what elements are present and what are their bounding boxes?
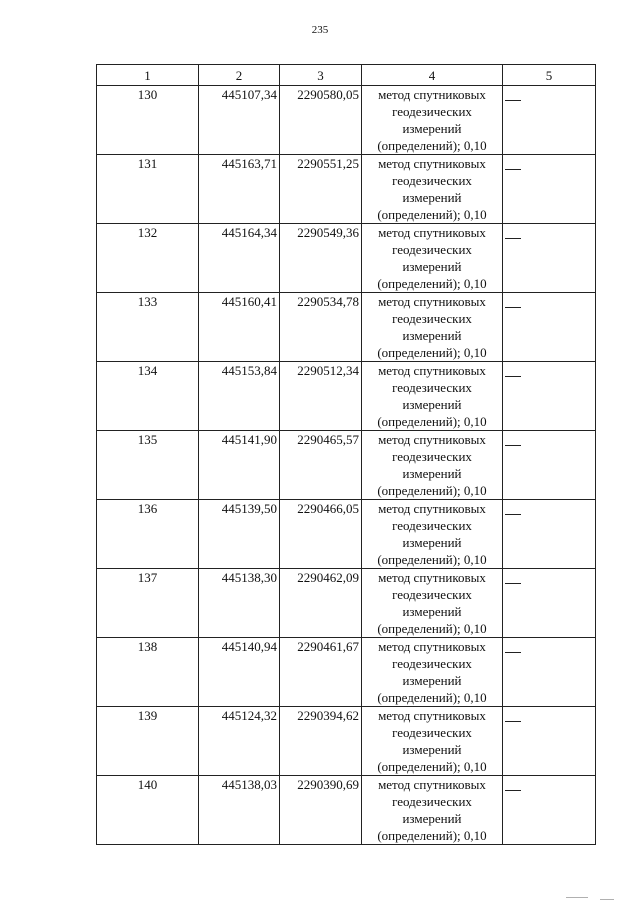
column-header-5: 5 bbox=[503, 65, 596, 86]
dash-mark bbox=[505, 790, 521, 791]
method-cell bbox=[362, 707, 503, 776]
method-cell bbox=[362, 776, 503, 845]
method-text-line: метод спутниковых bbox=[378, 570, 486, 585]
y-coordinate-cell: 2290549,36 bbox=[280, 224, 362, 293]
x-coordinate-cell: 445107,34 bbox=[199, 86, 280, 155]
x-coordinate-cell: 445164,34 bbox=[199, 224, 280, 293]
method-text-line: геодезических bbox=[392, 380, 472, 395]
table-row bbox=[97, 362, 596, 431]
header-row bbox=[97, 65, 596, 86]
table-row bbox=[97, 569, 596, 638]
method-text-line: геодезических bbox=[392, 725, 472, 740]
dash-mark bbox=[505, 721, 521, 722]
note-cell bbox=[503, 362, 596, 431]
method-cell bbox=[362, 431, 503, 500]
method-text-line: измерений bbox=[402, 811, 462, 826]
point-number-cell: 140 bbox=[97, 776, 199, 845]
method-text-line: измерений bbox=[402, 190, 462, 205]
note-cell bbox=[503, 224, 596, 293]
table-row bbox=[97, 155, 596, 224]
x-coordinate-cell: 445141,90 bbox=[199, 431, 280, 500]
column-header-4: 4 bbox=[362, 65, 503, 86]
dash-mark bbox=[505, 100, 521, 101]
y-coordinate-cell: 2290512,34 bbox=[280, 362, 362, 431]
dash-mark bbox=[505, 445, 521, 446]
method-text-line: (определений); 0,10 bbox=[377, 483, 487, 498]
method-cell bbox=[362, 569, 503, 638]
column-header-3: 3 bbox=[280, 65, 362, 86]
note-cell bbox=[503, 155, 596, 224]
dash-mark bbox=[505, 652, 521, 653]
method-text-line: метод спутниковых bbox=[378, 363, 486, 378]
y-coordinate-cell: 2290461,67 bbox=[280, 638, 362, 707]
method-text-line: метод спутниковых bbox=[378, 294, 486, 309]
method-text-line: измерений bbox=[402, 604, 462, 619]
method-text-line: измерений bbox=[402, 397, 462, 412]
x-coordinate-cell: 445160,41 bbox=[199, 293, 280, 362]
scan-artifact bbox=[566, 897, 588, 898]
method-text-line: метод спутниковых bbox=[378, 225, 486, 240]
table-body bbox=[97, 86, 596, 845]
y-coordinate-cell: 2290580,05 bbox=[280, 86, 362, 155]
note-cell bbox=[503, 569, 596, 638]
x-coordinate-cell: 445140,94 bbox=[199, 638, 280, 707]
x-coordinate-cell: 445138,30 bbox=[199, 569, 280, 638]
method-text-line: метод спутниковых bbox=[378, 639, 486, 654]
table-header bbox=[97, 65, 596, 86]
table-row bbox=[97, 86, 596, 155]
method-text-line: (определений); 0,10 bbox=[377, 414, 487, 429]
point-number-cell: 133 bbox=[97, 293, 199, 362]
point-number-cell: 139 bbox=[97, 707, 199, 776]
method-text-line: геодезических bbox=[392, 311, 472, 326]
point-number-cell: 134 bbox=[97, 362, 199, 431]
y-coordinate-cell: 2290465,57 bbox=[280, 431, 362, 500]
coordinates-table bbox=[96, 64, 596, 845]
x-coordinate-cell: 445138,03 bbox=[199, 776, 280, 845]
point-number-cell: 132 bbox=[97, 224, 199, 293]
method-text-line: (определений); 0,10 bbox=[377, 276, 487, 291]
method-text-line: (определений); 0,10 bbox=[377, 552, 487, 567]
note-cell bbox=[503, 638, 596, 707]
note-cell bbox=[503, 431, 596, 500]
y-coordinate-cell: 2290394,62 bbox=[280, 707, 362, 776]
point-number-cell: 137 bbox=[97, 569, 199, 638]
table-row bbox=[97, 293, 596, 362]
x-coordinate-cell: 445124,32 bbox=[199, 707, 280, 776]
method-text-line: геодезических bbox=[392, 173, 472, 188]
point-number-cell: 131 bbox=[97, 155, 199, 224]
method-text-line: геодезических bbox=[392, 518, 472, 533]
method-text-line: метод спутниковых bbox=[378, 708, 486, 723]
column-header-1: 1 bbox=[97, 65, 199, 86]
table-row bbox=[97, 776, 596, 845]
page-number: 235 bbox=[311, 24, 329, 36]
method-text-line: (определений); 0,10 bbox=[377, 690, 487, 705]
method-text-line: геодезических bbox=[392, 242, 472, 257]
method-text-line: (определений); 0,10 bbox=[377, 828, 487, 843]
dash-mark bbox=[505, 169, 521, 170]
method-cell bbox=[362, 224, 503, 293]
note-cell bbox=[503, 707, 596, 776]
table-row bbox=[97, 500, 596, 569]
y-coordinate-cell: 2290462,09 bbox=[280, 569, 362, 638]
table-row bbox=[97, 707, 596, 776]
method-text-line: (определений); 0,10 bbox=[377, 759, 487, 774]
dash-mark bbox=[505, 376, 521, 377]
method-cell bbox=[362, 638, 503, 707]
method-cell bbox=[362, 293, 503, 362]
point-number-cell: 135 bbox=[97, 431, 199, 500]
y-coordinate-cell: 2290466,05 bbox=[280, 500, 362, 569]
dash-mark bbox=[505, 238, 521, 239]
table-row bbox=[97, 224, 596, 293]
method-text-line: геодезических bbox=[392, 587, 472, 602]
note-cell bbox=[503, 776, 596, 845]
dash-mark bbox=[505, 514, 521, 515]
method-text-line: метод спутниковых bbox=[378, 501, 486, 516]
point-number-cell: 136 bbox=[97, 500, 199, 569]
dash-mark bbox=[505, 583, 521, 584]
dash-mark bbox=[505, 307, 521, 308]
method-text-line: метод спутниковых bbox=[378, 87, 486, 102]
x-coordinate-cell: 445139,50 bbox=[199, 500, 280, 569]
y-coordinate-cell: 2290534,78 bbox=[280, 293, 362, 362]
y-coordinate-cell: 2290551,25 bbox=[280, 155, 362, 224]
method-text-line: измерений bbox=[402, 742, 462, 757]
method-cell bbox=[362, 362, 503, 431]
method-cell bbox=[362, 86, 503, 155]
y-coordinate-cell: 2290390,69 bbox=[280, 776, 362, 845]
scan-artifact bbox=[600, 899, 614, 900]
point-number-cell: 130 bbox=[97, 86, 199, 155]
note-cell bbox=[503, 293, 596, 362]
method-text-line: метод спутниковых bbox=[378, 777, 486, 792]
method-text-line: измерений bbox=[402, 121, 462, 136]
method-text-line: измерений bbox=[402, 328, 462, 343]
method-text-line: измерений bbox=[402, 259, 462, 274]
method-text-line: геодезических bbox=[392, 656, 472, 671]
method-text-line: (определений); 0,10 bbox=[377, 345, 487, 360]
method-cell bbox=[362, 500, 503, 569]
method-text-line: (определений); 0,10 bbox=[377, 138, 487, 153]
x-coordinate-cell: 445163,71 bbox=[199, 155, 280, 224]
method-text-line: измерений bbox=[402, 535, 462, 550]
method-text-line: геодезических bbox=[392, 449, 472, 464]
method-text-line: измерений bbox=[402, 466, 462, 481]
method-text-line: метод спутниковых bbox=[378, 156, 486, 171]
method-text-line: (определений); 0,10 bbox=[377, 621, 487, 636]
method-text-line: (определений); 0,10 bbox=[377, 207, 487, 222]
note-cell bbox=[503, 500, 596, 569]
method-text-line: измерений bbox=[402, 673, 462, 688]
method-text-line: геодезических bbox=[392, 794, 472, 809]
method-text-line: метод спутниковых bbox=[378, 432, 486, 447]
note-cell bbox=[503, 86, 596, 155]
point-number-cell: 138 bbox=[97, 638, 199, 707]
table-row bbox=[97, 431, 596, 500]
column-header-2: 2 bbox=[199, 65, 280, 86]
method-text-line: геодезических bbox=[392, 104, 472, 119]
table-row bbox=[97, 638, 596, 707]
method-cell bbox=[362, 155, 503, 224]
x-coordinate-cell: 445153,84 bbox=[199, 362, 280, 431]
